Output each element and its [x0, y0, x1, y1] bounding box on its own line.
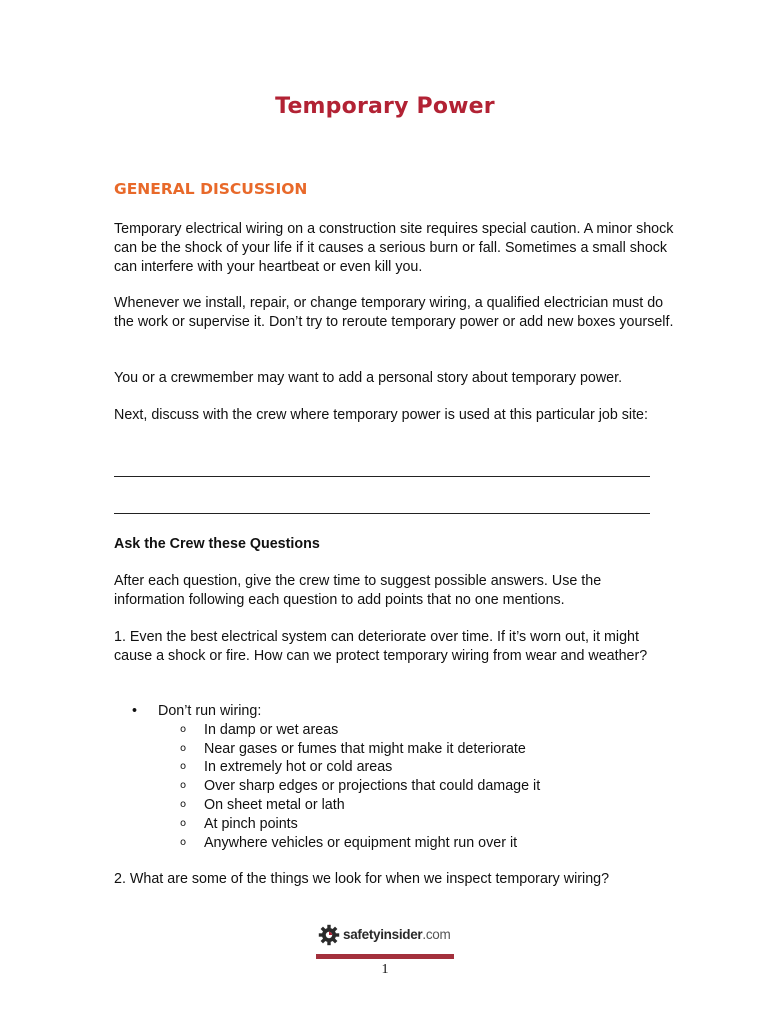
- sub-list-item-text: Over sharp edges or projections that could damage it: [204, 778, 541, 795]
- sub-list-item: [114, 740, 674, 759]
- fill-in-line-1[interactable]: [114, 476, 650, 477]
- questions-heading: Ask the Crew these Questions: [114, 536, 320, 552]
- sub-bullet-glyph: o: [180, 798, 187, 810]
- footer-accent-bar: [316, 954, 454, 959]
- paragraph-personal-story: You or a crewmember may want to add a personal story about temporary power.: [114, 370, 623, 386]
- sub-list-item: [114, 815, 674, 834]
- footer-logo[interactable]: [316, 922, 456, 952]
- page-title: Temporary Power: [275, 94, 495, 119]
- sub-list-item: [114, 834, 674, 853]
- bullet-glyph: •: [132, 703, 138, 719]
- sub-list-container: [114, 721, 674, 853]
- bullet-item: [114, 702, 674, 721]
- paragraph-electrician: Whenever we install, repair, or change temporary wiring, a qualified electrician must do the work or supervise it. Don’t try to reroute temporary power or add new boxes yourself.: [114, 295, 674, 330]
- bullet-list: [114, 702, 674, 852]
- question-2: 2. What are some of the things we look for when we inspect temporary wiring?: [114, 871, 610, 887]
- sub-bullet-glyph: o: [180, 723, 187, 735]
- sub-list: [114, 721, 674, 853]
- paragraph-intro: Temporary electrical wiring on a construction site requires special caution. A minor shock can be the shock of your life if it causes a serious burn or fall. Sometimes a small shock can interfere with your heartbeat or even kill you.: [114, 221, 674, 275]
- sub-list-item: [114, 758, 674, 777]
- sub-bullet-glyph: o: [180, 836, 187, 848]
- fill-in-line-2[interactable]: [114, 513, 650, 514]
- sub-bullet-glyph: o: [180, 761, 187, 773]
- sub-list-item-text: In extremely hot or cold areas: [204, 759, 393, 776]
- section-heading: GENERAL DISCUSSION: [114, 180, 308, 198]
- sub-list-item: [114, 796, 674, 815]
- logo-wordmark: [343, 927, 450, 942]
- sub-bullet-glyph: o: [180, 817, 187, 829]
- question-1: 1. Even the best electrical system can deteriorate over time. If it’s worn out, it might cause a shock or fire. How can we protect temporary wiring from wear and weather?: [114, 629, 648, 664]
- sub-bullet-glyph: o: [180, 780, 187, 792]
- bullet-label: Don’t run wiring:: [158, 703, 262, 719]
- gear-icon: [318, 924, 340, 946]
- sub-list-item: [114, 721, 674, 740]
- sub-bullet-glyph: o: [180, 742, 187, 754]
- logo-tld-text: .com: [422, 927, 451, 942]
- questions-intro: After each question, give the crew time to suggest possible answers. Use the information following each question to add points that no one mentions.: [114, 573, 602, 608]
- sub-list-item-text: Anywhere vehicles or equipment might run over it: [204, 834, 518, 851]
- sub-list-item-text: Near gases or fumes that might make it deteriorate: [204, 740, 526, 757]
- sub-list-item-text: In damp or wet areas: [204, 721, 339, 738]
- logo-brand-text: safetyinsider: [343, 927, 423, 942]
- sub-list-item: [114, 777, 674, 796]
- sub-list-item-text: On sheet metal or lath: [204, 796, 345, 813]
- page-number: 1: [381, 962, 389, 977]
- sub-list-item-text: At pinch points: [204, 815, 298, 832]
- paragraph-job-site: Next, discuss with the crew where temporary power is used at this particular job site:: [114, 407, 648, 423]
